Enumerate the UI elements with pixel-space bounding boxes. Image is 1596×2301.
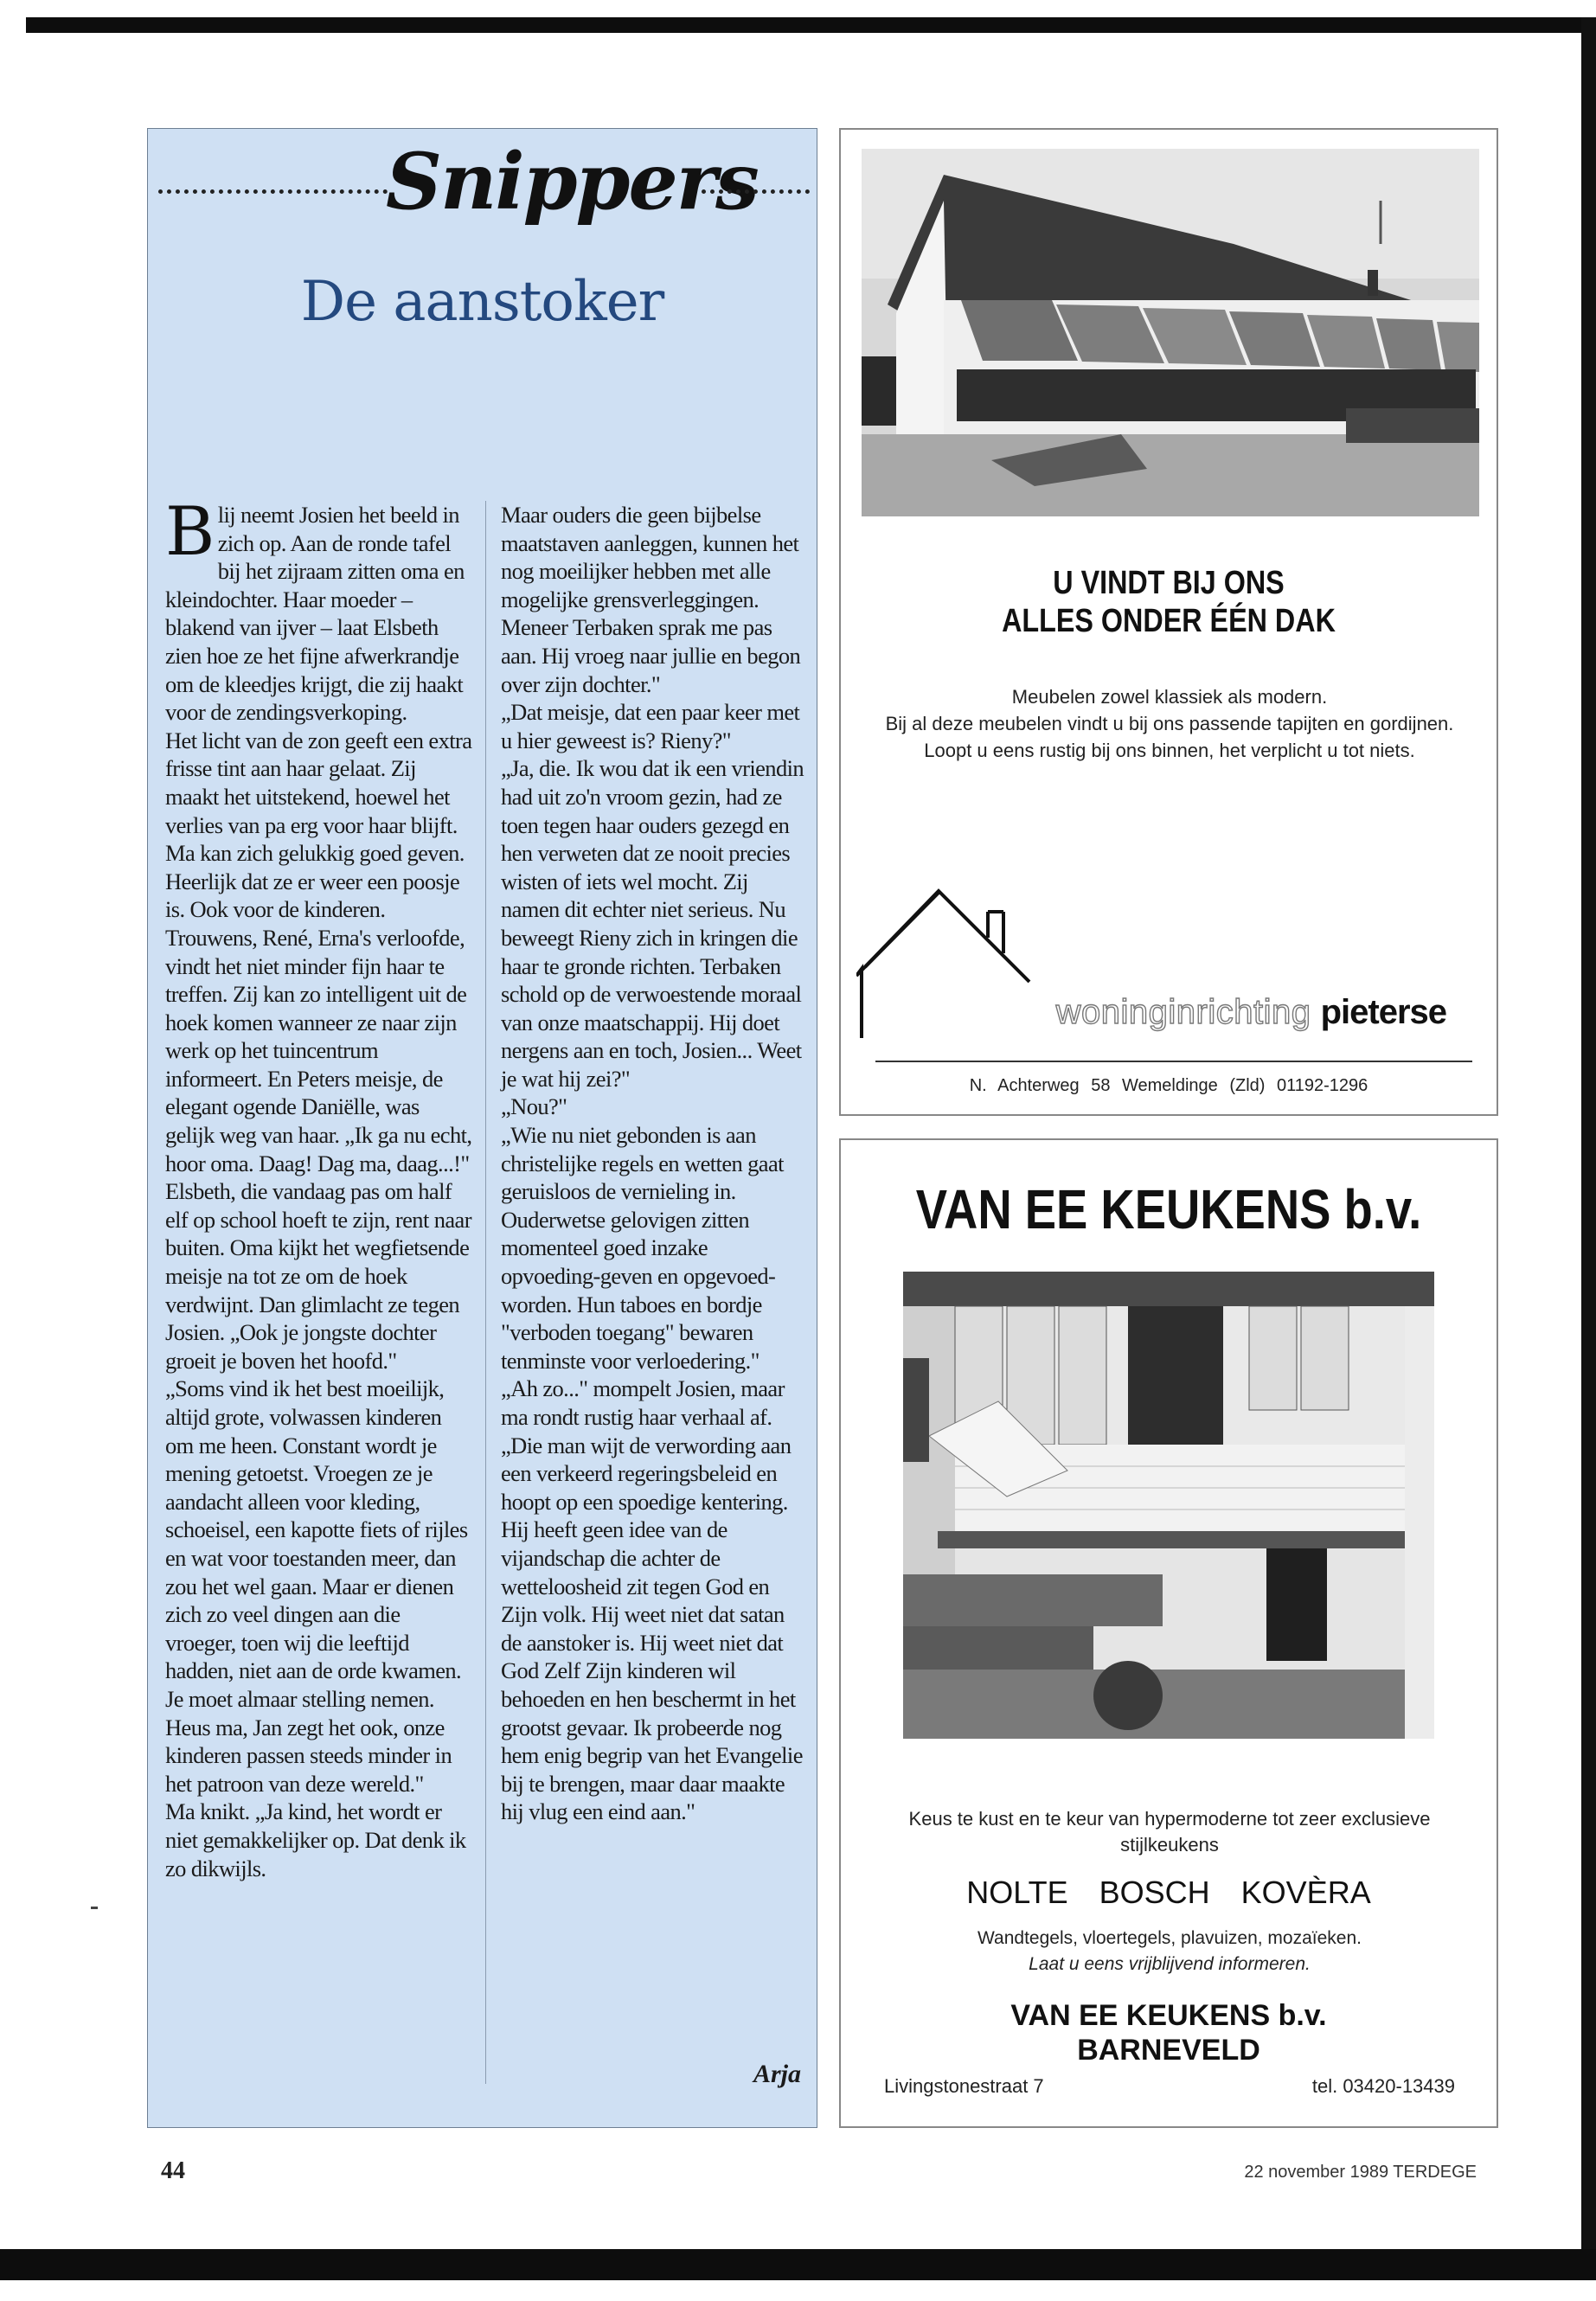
snippers-column xyxy=(147,128,817,2128)
kitchen-tagline: Keus te kust en te keur van hypermoderne tot zeer exclusieve stijlkeukens xyxy=(908,1808,1431,1856)
article-paragraph: „Soms vind ik het best moeilijk, altijd grote, volwassen kinderen om me heen. Constant wordt je mening getoetst. Vroegen ze je aandacht alleen voor kleding, schoeisel, een kapotte fiets of rijles en wat voor toestanden meer, dan zou het wel gaan. Maar er dienen zich zo veel dingen aan die vroeger, toen wij die leeftijd hadden, niet aan de orde kwamen. Je moet almaar stelling nemen. Heus ma, Jan zegt het ook, onze kinderen passen steeds minder in het patroon van deze wereld." xyxy=(165,1375,468,1797)
furniture-body xyxy=(875,683,1464,764)
headline-line-1: U VINDT BIJ ONS xyxy=(1053,565,1285,601)
page-bottom-border xyxy=(0,2249,1596,2280)
kitchen-company xyxy=(841,1998,1497,2067)
header-dots-left xyxy=(158,189,388,197)
kitchen-tiles-text xyxy=(875,1926,1464,1977)
issue-dateline: 22 november 1989 TERDEGE xyxy=(1244,2163,1477,2182)
header-dots-right xyxy=(702,189,810,197)
article-paragraph: Het licht van de zon geeft een extra frisse tint aan haar gelaat. Zij maakt het uitstekend, hoewel het verlies van pa erg voor haar blijft. Ma kan zich gelukkig goed geven. Heerlijk dat ze er weer een poosje is. Ook voor de kinderen. Trouwens, René, Erna's verloofde, vindt het niet minder fijn haar te treffen. Zij kan zo intelligent uit de hoek komen wanneer ze naar zijn werk op het tuincentrum informeert. En Peters meisje, de elegant ogende Daniëlle, was gelijk weg van haar. „Ik ga nu echt, hoor oma. Daag! Dag ma, daag...!" xyxy=(165,727,472,1176)
article-paragraph: Maar ouders die geen bijbelse maatstaven aanleggen, kunnen het nog moeilijker hebben met alle mogelijke grensverleggingen. Meneer Terbaken sprak me pas aan. Hij vroeg naar jullie en begon over zijn dochter." xyxy=(501,502,801,697)
article-paragraph xyxy=(165,493,472,727)
furniture-address: N. Achterweg 58 Wemeldinge (Zld) 01192-1296 xyxy=(969,1076,1368,1095)
article-paragraph: Elsbeth, die vandaag pas om half elf op school hoeft te zijn, rent naar buiten. Oma kijkt het wegfietsende meisje na tot ze om de hoek verdwijnt. Dan glimlacht ze tegen Josien. „Ook je jongste dochter groeit je boven het hoofd." xyxy=(165,1178,471,1374)
article-paragraph: „Dat meisje, dat een paar keer met u hier geweest is? Rieny?" xyxy=(501,699,800,753)
kitchen-phone: tel. 03420-13439 xyxy=(1311,2075,1455,2097)
kitchen-contact xyxy=(884,2074,1455,2099)
storefront-illustration xyxy=(862,149,1479,516)
author-signature: Arja xyxy=(753,2060,801,2088)
article-title: De aanstoker xyxy=(300,270,664,334)
brand-light-text: woninginrichting xyxy=(1055,993,1311,1031)
drop-cap: B xyxy=(165,493,215,571)
article-paragraph: „Wie nu niet gebonden is aan christelijke regels en wetten gaat geruisloos de vernieling in. Ouderwetse gelovigen zitten momenteel goed inzake opvoeding-geven en opgevoed-worden. Hun taboes en bordje "verboden toegang" bewaren tenminste voor verloedering." xyxy=(501,1122,784,1374)
body-line-1: Meubelen zowel klassiek als modern. xyxy=(1011,686,1328,708)
divider xyxy=(875,1061,1472,1062)
tiles-line-1: Wandtegels, vloertegels, plavuizen, mozaïeken. xyxy=(977,1928,1362,1948)
body-line-2: Bij al deze meubelen vindt u bij ons passende tapijten en gordijnen. xyxy=(885,713,1454,734)
page-right-border xyxy=(1581,17,1596,2266)
kitchen-illustration xyxy=(903,1272,1434,1739)
page-top-border xyxy=(26,17,1596,33)
paragraph-text: lij neemt Josien het beeld in zich op. Aan de ronde tafel bij het zijraam zitten oma en kleindochter. Haar moeder – blakend van ijver – laat Elsbeth zien hoe ze het fijne afwerkrandje om de kleedjes krijgt, die zij haakt voor de zendingsverkoping. xyxy=(165,502,465,726)
pieterse-logo xyxy=(997,993,1446,1031)
headline-line-2: ALLES ONDER ÉÉN DAK xyxy=(1002,603,1336,639)
brand-bold-text: pieterse xyxy=(1320,993,1446,1031)
furniture-advertisement xyxy=(839,128,1498,1116)
company-city: BARNEVELD xyxy=(1077,2034,1260,2067)
article-paragraph: „Ja, die. Ik wou dat ik een vriendin had uit zo'n vroom gezin, had ze toen tegen haar ouders gezegd en hen verweten dat ze nooit precies wisten of iets wel mocht. Zij namen dit echter niet serieus. Nu beweegt Rieny zich in kringen die haar te gronde richten. Terbaken schold op de verwoestende moraal van onze maatschappij. Hij doet nergens aan en toch, Josien... Weet je wat hij zei?" xyxy=(501,755,804,1092)
article-column-left xyxy=(165,493,472,1882)
snippers-title: Snippers xyxy=(386,136,758,228)
body-line-3: Loopt u eens rustig bij ons binnen, het verplicht u tot niets. xyxy=(924,740,1415,761)
kitchen-photo xyxy=(903,1272,1434,1739)
kitchen-title: VAN EE KEUKENS b.v. xyxy=(915,1178,1422,1240)
article-paragraph: „Nou?" xyxy=(501,1093,567,1120)
article-column-right xyxy=(501,501,808,1826)
snippers-header xyxy=(148,129,817,233)
kitchen-brands: NOLTE BOSCH KOVÈRA xyxy=(966,1875,1371,1910)
scan-mark xyxy=(91,1907,98,1909)
storefront-photo xyxy=(862,149,1479,516)
kitchen-street: Livingstonestraat 7 xyxy=(884,2075,1044,2097)
furniture-headline xyxy=(890,564,1447,640)
column-divider xyxy=(485,501,486,2084)
tiles-line-2: Laat u eens vrijblijvend informeren. xyxy=(1029,1954,1311,1974)
kitchen-advertisement xyxy=(839,1138,1498,2128)
article-paragraph: „Ah zo..." mompelt Josien, maar ma rondt rustig haar verhaal af. „Die man wijt de verwording aan een verkeerd regeringsbeleid en hoopt op een spoedige kentering. Hij heeft geen idee van de vijandschap die achter de wetteloosheid zit tegen God en Zijn volk. Hij weet niet dat satan de aanstoker is. Hij weet niet dat God Zelf Zijn kinderen wil behoeden en hen beschermt in het grootst gevaar. Ik probeerde nog hem enig begrip van het Evangelie bij te brengen, maar daar maakte hij vlug een eind aan." xyxy=(501,1375,803,1825)
page-number: 44 xyxy=(161,2157,185,2184)
company-name: VAN EE KEUKENS b.v. xyxy=(1010,1999,1327,2032)
article-paragraph: Ma knikt. „Ja kind, het wordt er niet gemakkelijker op. Dat denk ik zo dikwijls. xyxy=(165,1798,466,1881)
